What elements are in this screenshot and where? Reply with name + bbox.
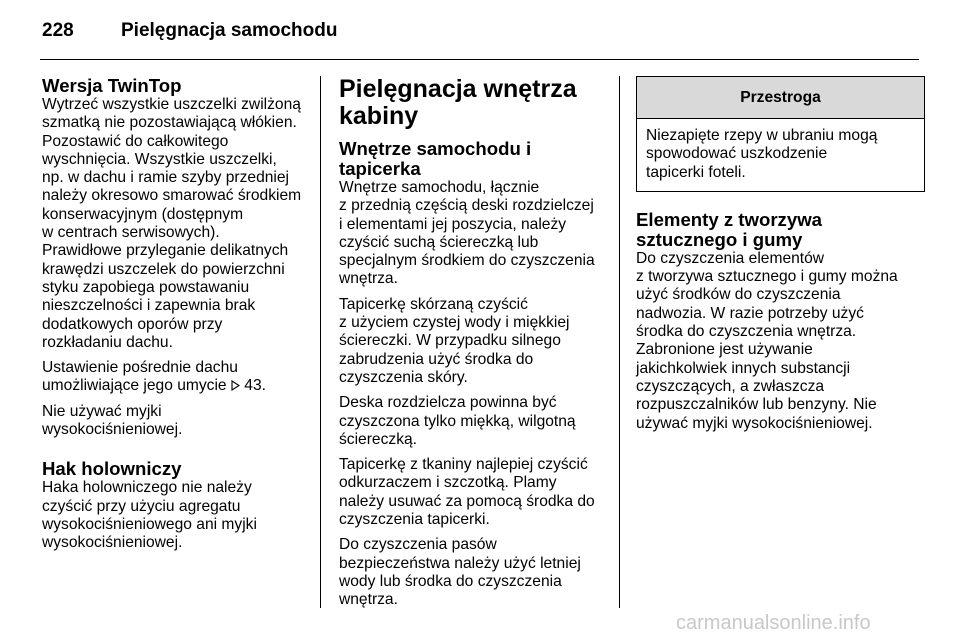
main-heading: Pielęgnacja wnętrza kabiny <box>339 75 577 130</box>
watermark: carmanualsonline.info <box>676 612 871 634</box>
column-divider-1 <box>320 76 321 608</box>
plastic-paragraph-1: Do czyszczenia elementów z tworzywa sztucznego i gumy można użyć środków do czyszczenia nadwozia. W razie potrzeby użyć środka do czyszczenia wnętrza. Zabronione jest używanie jakichkolwiek innych substancji czyszczących, a zwłaszcza rozpuszczalników lub benzyny. Nie używać myjki wysokociśnieniowej. <box>636 249 898 432</box>
twintop-heading: Wersja TwinTop <box>42 75 182 96</box>
hak-heading: Hak holowniczy <box>42 458 182 480</box>
caution-box <box>636 76 925 192</box>
hak-paragraph-1: Haka holowniczego nie należy czyścić przy użyciu agregatu wysokociśnieniowego ani myjki wysokociśnieniowej. <box>42 479 257 552</box>
twintop-paragraph-2 <box>42 359 318 396</box>
section-title: Pielęgnacja samochodu <box>121 20 338 41</box>
column-divider-2 <box>619 76 620 608</box>
interior-subheading: Wnętrze samochodu i tapicerka <box>339 138 532 179</box>
page-header <box>42 20 337 42</box>
caution-title: Przestroga <box>637 77 924 119</box>
interior-paragraph-2: Tapicerkę skórzaną czyścić z użyciem czystej wody i miękkiej ściereczki. W przypadku silnego zabrudzenia użyć środka do czyszczenia skóry. <box>339 295 570 386</box>
page-number: 228 <box>42 20 74 41</box>
column-3 <box>636 76 926 440</box>
interior-paragraph-4: Tapicerkę z tkaniny najlepiej czyścić odkurzaczem i szczotką. Plamy należy usuwać za pomocą środka do czyszczenia tapicerki. <box>339 456 595 529</box>
header-rule <box>40 59 919 60</box>
interior-paragraph-1: Wnętrze samochodu, łącznie z przednią częścią deski rozdzielczej i elementami jej poszycia, należy czyścić suchą ściereczką lub specjalnym środkiem do czyszczenia wnętrza. <box>339 179 595 288</box>
interior-paragraph-5: Do czyszczenia pasów bezpieczeństwa należy użyć letniej wody lub środka do czyszczenia wnętrza. <box>339 536 581 609</box>
triangle-arrow-icon <box>231 380 240 391</box>
page-reference-link[interactable]: 43. <box>244 377 266 395</box>
twintop-paragraph-1: Wytrzeć wszystkie uszczelki zwilżoną szmatką nie pozostawiającą włókien. Pozostawić do całkowitego wyschnięcia. Wszystkie uszczelki, np. w dachu i ramie szyby przedniej należy okresowo smarować środkiem konserwacyjnym (dostępnym w centrach serwisowych). Prawidłowe przyleganie delikatnych krawędzi uszczelek do powierzchni styku zapobiega powstawaniu nieszczelności i zapewnia brak dodatkowych oporów przy rozkładaniu dachu. <box>42 96 302 351</box>
caution-text: Niezapięte rzepy w ubraniu mogą spowodować uszkodzenie tapicerki foteli. <box>646 127 878 181</box>
twintop-paragraph-2-text: Ustawienie pośrednie dachu umożliwiające jego umycie <box>42 359 238 395</box>
column-2 <box>339 76 605 617</box>
twintop-paragraph-3: Nie używać myjki wysokociśnieniowej. <box>42 402 183 439</box>
interior-paragraph-3: Deska rozdzielcza powinna być czyszczona tylko miękką, wilgotną ściereczką. <box>339 394 576 448</box>
column-1 <box>42 76 318 560</box>
plastic-heading: Elementy z tworzywa sztucznego i gumy <box>636 208 822 250</box>
